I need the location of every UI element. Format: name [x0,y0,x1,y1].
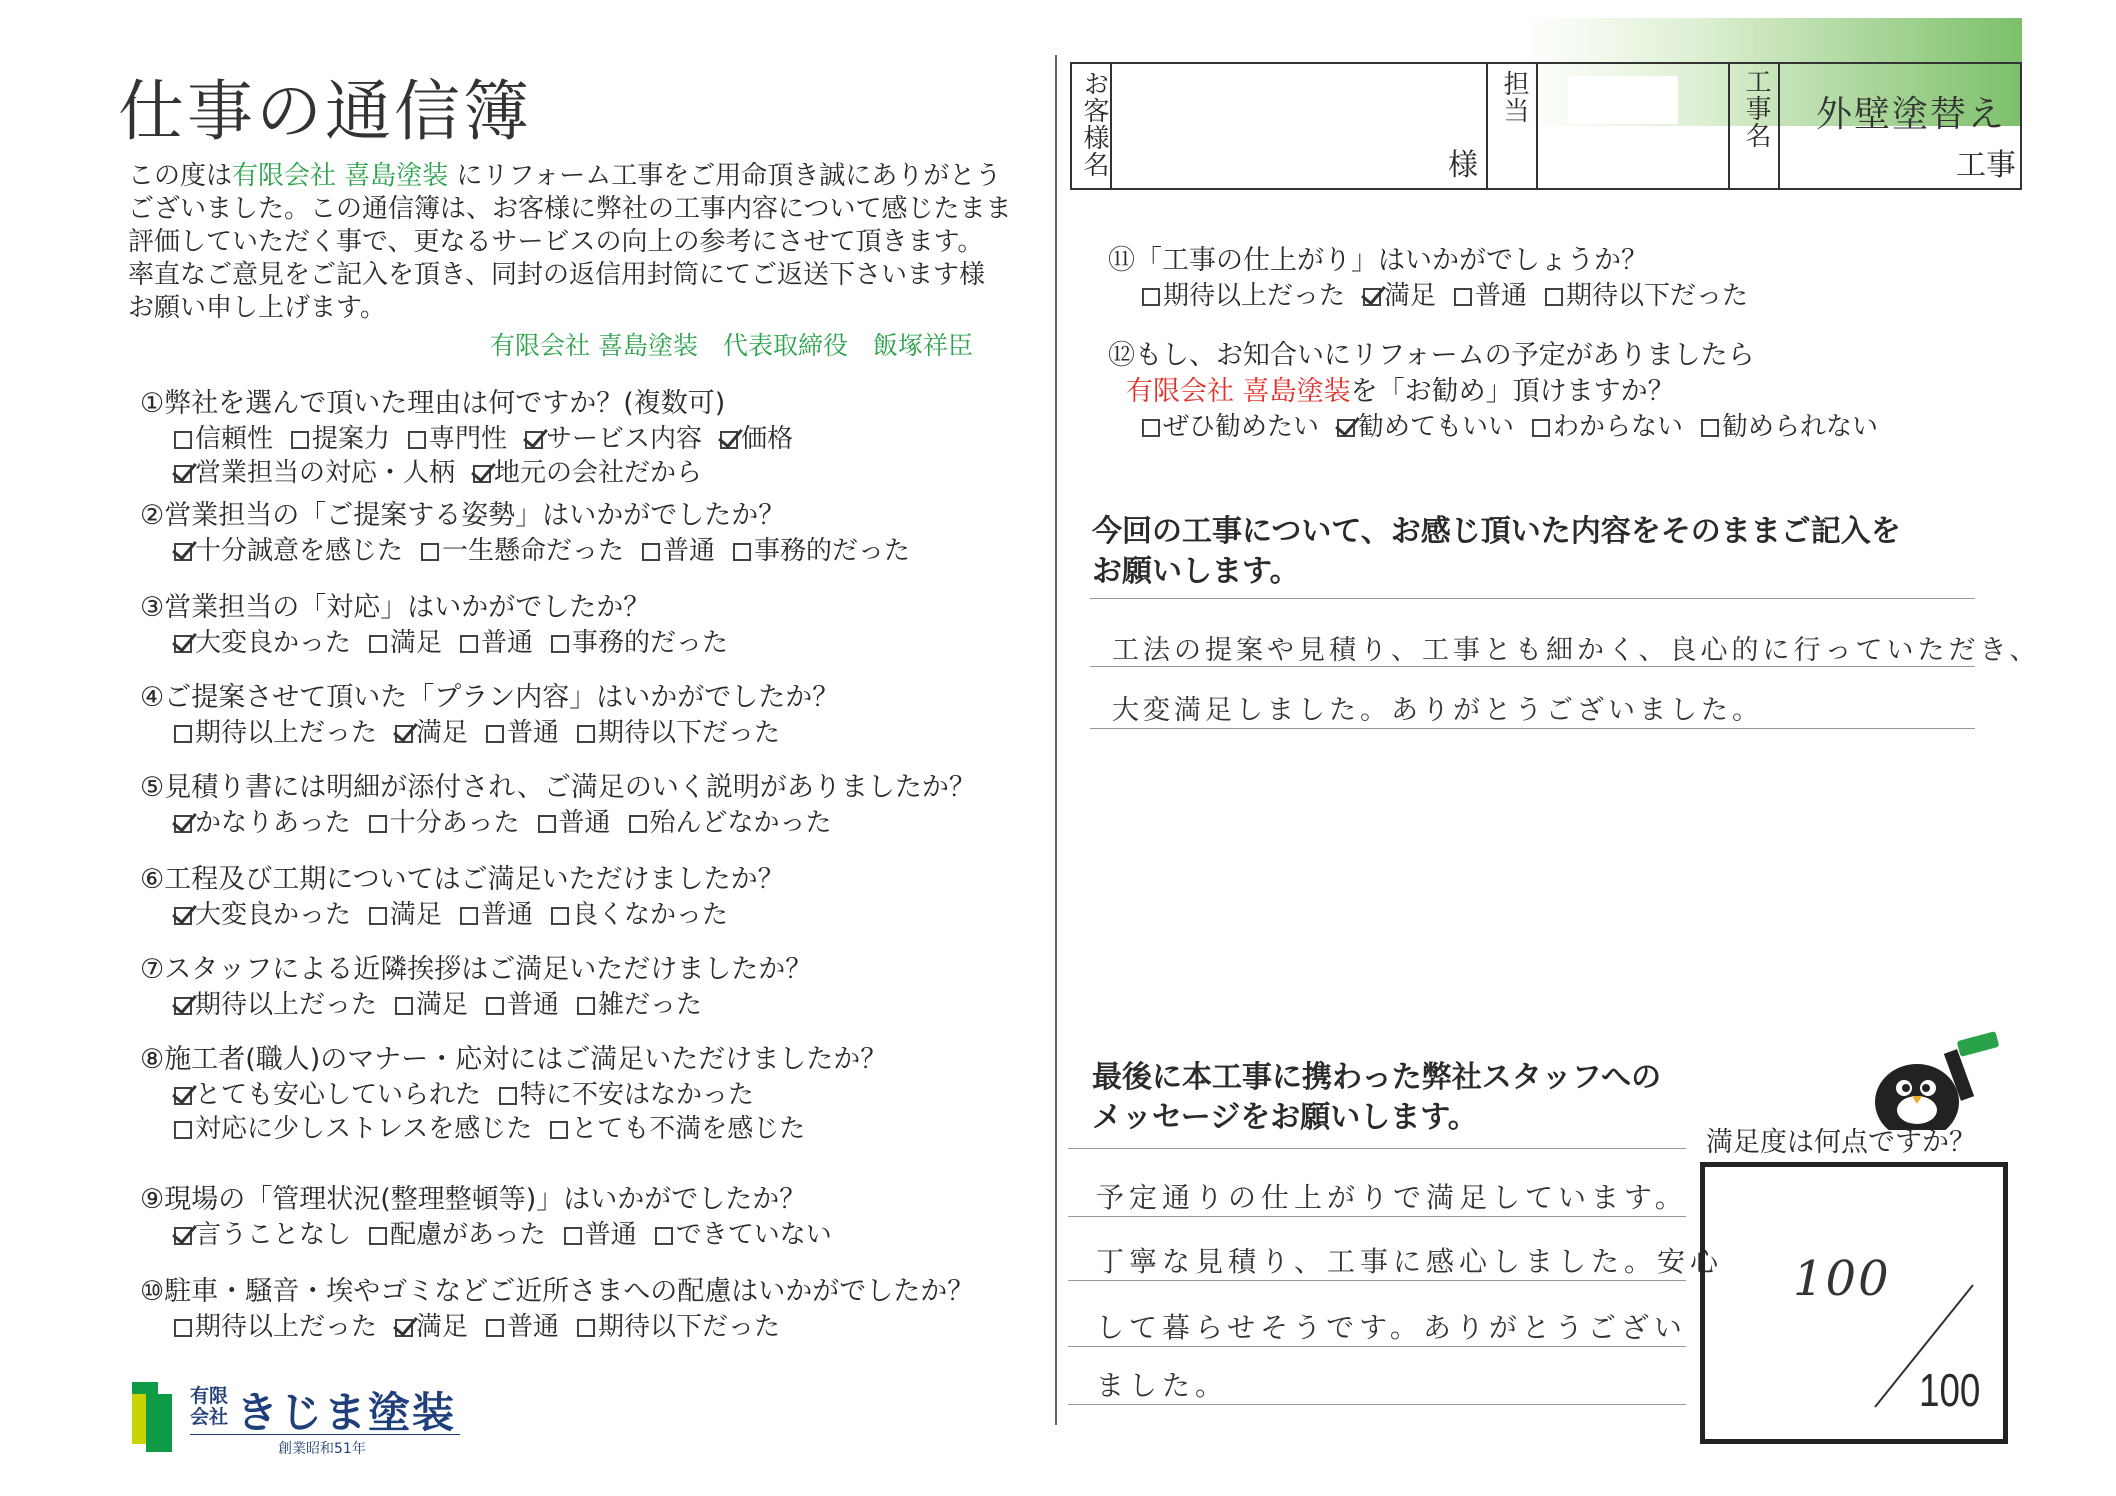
checked-checkbox-icon[interactable] [174,907,192,925]
comments-text-1[interactable]: 工法の提案や見積り、工事とも細かく、良心的に行っていただき、 [1112,635,2041,666]
checked-checkbox-icon[interactable] [174,635,192,653]
work-label: 工事名 [1741,68,1771,149]
option-label: ぜひ勧めたい [1163,412,1320,442]
question-6 [140,862,785,932]
option-label: 大変良かった [195,628,352,658]
option-label: 期待以上だった [195,990,378,1020]
checkbox-icon[interactable] [499,1087,517,1105]
signature: 有限会社 喜島塗装 代表取締役 飯塚祥臣 [490,331,973,360]
question-4-options-1 [140,716,839,750]
checked-checkbox-icon[interactable] [174,815,192,833]
checkbox-icon[interactable] [369,815,387,833]
question-11-option-2[interactable] [1363,279,1436,313]
option-label: 事務的だった [572,628,729,658]
staff-name-cell[interactable] [1536,64,1728,188]
checkbox-icon[interactable] [1545,288,1563,306]
message-text-3[interactable]: して暮らせそうです。ありがとうござい [1096,1311,1687,1344]
option-label: 提案力 [312,424,391,454]
question-8-1-option-1[interactable] [174,1078,481,1112]
question-9-text: ⑨現場の「管理状況(整理整頓等)」はいかがでしたか？ [140,1184,807,1215]
question-9 [140,1182,850,1252]
question-4-1-option-1[interactable] [174,716,377,750]
question-8-text: ⑧施工者(職人)のマナー・応対にはご満足いただけましたか？ [140,1044,888,1075]
intro-company-name: 有限会社 喜島塗装 [232,161,449,191]
message-text-4[interactable]: ました。 [1096,1369,1229,1402]
question-5-1-option-2[interactable] [369,806,520,840]
message-heading-1: 最後に本工事に携わった弊社スタッフへの [1092,1060,1662,1095]
checkbox-icon[interactable] [408,431,426,449]
header-table [1070,62,2022,190]
option-label: 期待以下だった [598,1312,781,1342]
option-label: 一生懸命だった [442,536,625,566]
question-3-options-1 [140,626,746,660]
checked-checkbox-icon[interactable] [1363,288,1381,306]
option-label: 満足 [416,1312,469,1342]
option-label: 配慮があった [390,1220,546,1250]
option-label: 期待以下だった [598,718,781,748]
checked-checkbox-icon[interactable] [174,1087,192,1105]
checkbox-icon[interactable] [486,725,504,743]
question-5 [140,770,976,840]
message-heading-2: メッセージをお願いします。 [1092,1100,1478,1135]
question-5-text: ⑤見積り書には明細が添付され、ご満足のいく説明がありましたか？ [140,772,976,803]
option-label: 事務的だった [754,536,911,566]
question-10-1-option-4[interactable] [577,1310,780,1344]
question-10 [140,1274,974,1344]
question-1-1-option-5[interactable] [720,422,793,456]
question-4 [140,680,839,750]
checkbox-icon[interactable] [460,635,478,653]
question-1-2-option-1[interactable] [174,456,455,490]
intro-text [128,160,1012,325]
question-4-1-option-3[interactable] [486,716,559,750]
checkbox-icon[interactable] [395,997,413,1015]
option-label: 普通 [1475,281,1528,311]
question-2-1-option-2[interactable] [421,534,624,568]
checkbox-icon[interactable] [642,543,660,561]
question-7-1-option-4[interactable] [577,988,702,1022]
checkbox-icon[interactable] [1142,288,1160,306]
question-7-text: ⑦スタッフによる近隣挨拶はご満足いただけましたか？ [140,954,813,985]
option-label: 良くなかった [572,900,729,930]
checkbox-icon[interactable] [577,1319,595,1337]
checked-checkbox-icon[interactable] [174,465,192,483]
logo-small-1: 有限 [190,1385,229,1407]
question-10-1-option-2[interactable] [395,1310,468,1344]
checkbox-icon[interactable] [577,997,595,1015]
logo-small-2: 会社 [190,1406,229,1428]
comments-heading-1: 今回の工事について、お感じ頂いた内容をそのままご記入を [1092,514,1901,549]
option-label: 満足 [416,990,469,1020]
question-1-1-option-2[interactable] [291,422,390,456]
question-5-1-option-1[interactable] [174,806,351,840]
checkbox-icon[interactable] [577,725,595,743]
question-1-1-option-3[interactable] [408,422,507,456]
intro-line-5: お願い申し上げます。 [128,293,386,323]
question-8-options-2 [140,1112,887,1146]
column-divider [1055,55,1057,1425]
question-4-text: ④ご提案させて頂いた「プラン内容」はいかがでしたか？ [140,682,840,713]
question-7-1-option-3[interactable] [486,988,559,1022]
question-11 [1108,243,1766,313]
checked-checkbox-icon[interactable] [473,465,491,483]
question-11-option-4[interactable] [1545,279,1748,313]
question-11-option-1[interactable] [1142,279,1345,313]
question-8-2-option-2[interactable] [550,1112,805,1146]
question-5-1-option-3[interactable] [538,806,611,840]
option-label: 普通 [481,900,534,930]
question-1-1-option-1[interactable] [174,422,273,456]
checkbox-icon[interactable] [369,635,387,653]
option-label: 専門性 [429,424,508,454]
question-9-1-option-3[interactable] [564,1218,637,1252]
question-12-text: ⑫もし、お知合いにリフォームの予定がありましたら [1108,340,1755,371]
work-name: 外壁塗替え [1816,94,2007,135]
work-suffix: 工事 [1956,148,2016,183]
question-12-option-1[interactable] [1142,410,1319,444]
checkbox-icon[interactable] [486,997,504,1015]
logo-mark [132,1382,172,1452]
option-label: できていない [675,1220,832,1250]
option-label: 普通 [507,718,560,748]
option-label: 普通 [584,1220,637,1250]
option-label: 普通 [507,1312,560,1342]
option-label: 普通 [663,536,716,566]
customer-name-cell[interactable] [1110,64,1486,188]
customer-suffix: 様 [1448,148,1478,183]
question-3-1-option-3[interactable] [460,626,533,660]
work-label-cell [1728,64,1778,188]
question-7-1-option-1[interactable] [174,988,377,1022]
score-label: 満足度は何点ですか？ [1706,1127,1976,1158]
question-2-text: ②営業担当の「ご提案する姿勢」はいかがでしたか？ [140,500,786,531]
option-label: 普通 [481,628,534,658]
question-3-text: ③営業担当の「対応」はいかがでしたか？ [140,592,651,623]
checkbox-icon[interactable] [629,815,647,833]
option-label: 満足 [390,900,443,930]
checkbox-icon[interactable] [174,1319,192,1337]
option-label: 信頼性 [195,424,274,454]
score-value: 100 [1793,1251,1891,1307]
work-name-cell[interactable] [1778,64,2024,188]
logo-since: 創業昭和51年 [272,1438,372,1458]
question-2-1-option-3[interactable] [642,534,715,568]
mascot-penguin-icon [1862,1030,2012,1130]
question-1-1-option-4[interactable] [525,422,702,456]
message-heading [1092,1058,1661,1138]
option-label: とても不満を感じた [571,1114,806,1144]
question-2-1-option-4[interactable] [733,534,910,568]
option-label: 勧めてもいい [1358,412,1515,442]
logo-name: きじま塗装 [236,1388,457,1437]
message-text-1[interactable]: 予定通りの仕上がりで満足しています。 [1096,1181,1688,1214]
question-9-1-option-4[interactable] [655,1218,832,1252]
option-label: 特に不安はなかった [520,1080,755,1110]
question-6-text: ⑥工程及び工期についてはご満足いただけましたか？ [140,864,785,895]
question-12-company: 有限会社 喜島塗装 [1126,376,1351,407]
checkbox-icon[interactable] [1532,419,1550,437]
question-12-option-2[interactable] [1337,410,1514,444]
checkbox-icon[interactable] [655,1227,673,1245]
checked-checkbox-icon[interactable] [174,997,192,1015]
checked-checkbox-icon[interactable] [525,431,543,449]
question-9-1-option-2[interactable] [369,1218,546,1252]
question-7-1-option-2[interactable] [395,988,468,1022]
question-10-text: ⑩駐車・騒音・埃やゴミなどご近所さまへの配慮はいかがでしたか？ [140,1276,975,1307]
option-label: 期待以上だった [1163,281,1346,311]
question-10-options-1 [140,1310,974,1344]
score-max: 100 [1919,1364,1981,1416]
question-10-1-option-3[interactable] [486,1310,559,1344]
checkbox-icon[interactable] [174,1121,192,1139]
question-2-1-option-1[interactable] [174,534,403,568]
question-11-options [1108,279,1766,313]
question-5-options-1 [140,806,976,840]
question-9-options-1 [140,1218,850,1252]
question-1 [140,386,811,490]
checkbox-icon[interactable] [369,907,387,925]
checkbox-icon[interactable] [421,543,439,561]
option-label: 営業担当の対応・人柄 [195,458,456,488]
checkbox-icon[interactable] [1142,419,1160,437]
question-4-1-option-2[interactable] [395,716,468,750]
checked-checkbox-icon[interactable] [174,543,192,561]
question-12-options [1108,410,1896,444]
staff-label: 担当 [1499,70,1529,124]
comments-text-2[interactable]: 大変満足しました。ありがとうございました。 [1112,695,1763,726]
checked-checkbox-icon[interactable] [395,1319,413,1337]
option-label: 十分誠意を感じた [195,536,404,566]
option-label: 十分あった [389,808,520,838]
question-3-1-option-4[interactable] [551,626,728,660]
intro-line-4: 率直なご意見をご記入を頂き、同封の返信用封筒にてご返送下さいます様 [128,260,985,290]
question-11-text: ⑪「工事の仕上がり」はいかがでしょうか？ [1108,245,1648,276]
question-8-2-option-1[interactable] [174,1112,532,1146]
checked-checkbox-icon[interactable] [720,431,738,449]
option-label: 言うことなし [195,1220,352,1250]
checked-checkbox-icon[interactable] [174,1227,192,1245]
option-label: サービス内容 [546,424,703,454]
option-label: 満足 [390,628,443,658]
message-text-2[interactable]: 丁寧な見積り、工事に感心しました。安心 [1096,1245,1724,1278]
question-5-1-option-4[interactable] [629,806,832,840]
option-label: 地元の会社だから [494,458,703,488]
checkbox-icon[interactable] [174,725,192,743]
option-label: 普通 [507,990,560,1020]
checkbox-icon[interactable] [551,635,569,653]
question-3 [140,590,746,660]
question-12-option-3[interactable] [1532,410,1683,444]
checkbox-icon[interactable] [564,1227,582,1245]
question-8-options-1 [140,1078,887,1112]
option-label: 勧められない [1722,412,1879,442]
option-label: 満足 [416,718,469,748]
checked-checkbox-icon[interactable] [395,725,413,743]
question-2-options-1 [140,534,928,568]
question-6-1-option-2[interactable] [369,898,442,932]
question-11-option-3[interactable] [1454,279,1527,313]
question-3-1-option-1[interactable] [174,626,351,660]
question-6-options-1 [140,898,785,932]
question-9-1-option-1[interactable] [174,1218,351,1252]
question-2 [140,498,928,568]
question-8 [140,1042,887,1146]
checkbox-icon[interactable] [174,431,192,449]
option-label: 期待以下だった [1566,281,1749,311]
question-1-text: ①弊社を選んで頂いた理由は何ですか？(複数可) [140,388,726,419]
checkbox-icon[interactable] [1454,288,1472,306]
question-7 [140,952,812,1022]
question-6-1-option-4[interactable] [551,898,728,932]
option-label: 価格 [741,424,794,454]
checked-checkbox-icon[interactable] [1337,419,1355,437]
question-10-1-option-1[interactable] [174,1310,377,1344]
option-label: 殆んどなかった [649,808,832,838]
question-1-options-2 [140,456,811,490]
option-label: かなりあった [195,808,351,838]
question-12-text-2: 有限会社 喜島塗装を「お勧め」頂けますか？ [1126,376,1675,407]
checkbox-icon[interactable] [460,907,478,925]
option-label: とても安心していられた [195,1080,482,1110]
option-label: 期待以上だった [195,718,378,748]
question-6-1-option-1[interactable] [174,898,351,932]
option-label: 期待以上だった [195,1312,378,1342]
checkbox-icon[interactable] [538,815,556,833]
score-box[interactable] [1700,1162,2008,1444]
option-label: 対応に少しストレスを感じた [195,1114,533,1144]
question-12 [1108,338,1896,444]
checkbox-icon[interactable] [369,1227,387,1245]
option-label: わからない [1553,412,1684,442]
checkbox-icon[interactable] [1701,419,1719,437]
staff-label-cell [1486,64,1536,188]
intro-line-3: 評価していただく事で、更なるサービスの向上の参考にさせて頂きます。 [128,227,984,257]
option-label: 普通 [558,808,611,838]
page-title: 仕事の通信簿 [118,73,532,150]
checkbox-icon[interactable] [486,1319,504,1337]
checkbox-icon[interactable] [551,907,569,925]
question-8-1-option-2[interactable] [499,1078,754,1112]
question-6-1-option-3[interactable] [460,898,533,932]
comments-heading-2: お願いします。 [1092,554,1300,589]
question-4-1-option-4[interactable] [577,716,780,750]
intro-line-2: ございました。この通信簿は、お客様に弊社の工事内容について感じたまま [128,194,1012,224]
option-label: 満足 [1384,281,1437,311]
option-label: 大変良かった [195,900,352,930]
question-3-1-option-2[interactable] [369,626,442,660]
question-7-options-1 [140,988,812,1022]
option-label: 雑だった [598,990,703,1020]
question-12-option-4[interactable] [1701,410,1878,444]
company-logo [132,1382,462,1457]
checkbox-icon[interactable] [550,1121,568,1139]
checkbox-icon[interactable] [733,543,751,561]
customer-name-label: お客様名 [1079,70,1109,178]
question-1-2-option-2[interactable] [473,456,702,490]
comments-heading [1092,512,1901,592]
checkbox-icon[interactable] [291,431,309,449]
intro-line-1: この度は有限会社 喜島塗装 にリフォーム工事をご用命頂き誠にありがとう [128,161,1002,191]
question-1-options-1 [140,422,811,456]
